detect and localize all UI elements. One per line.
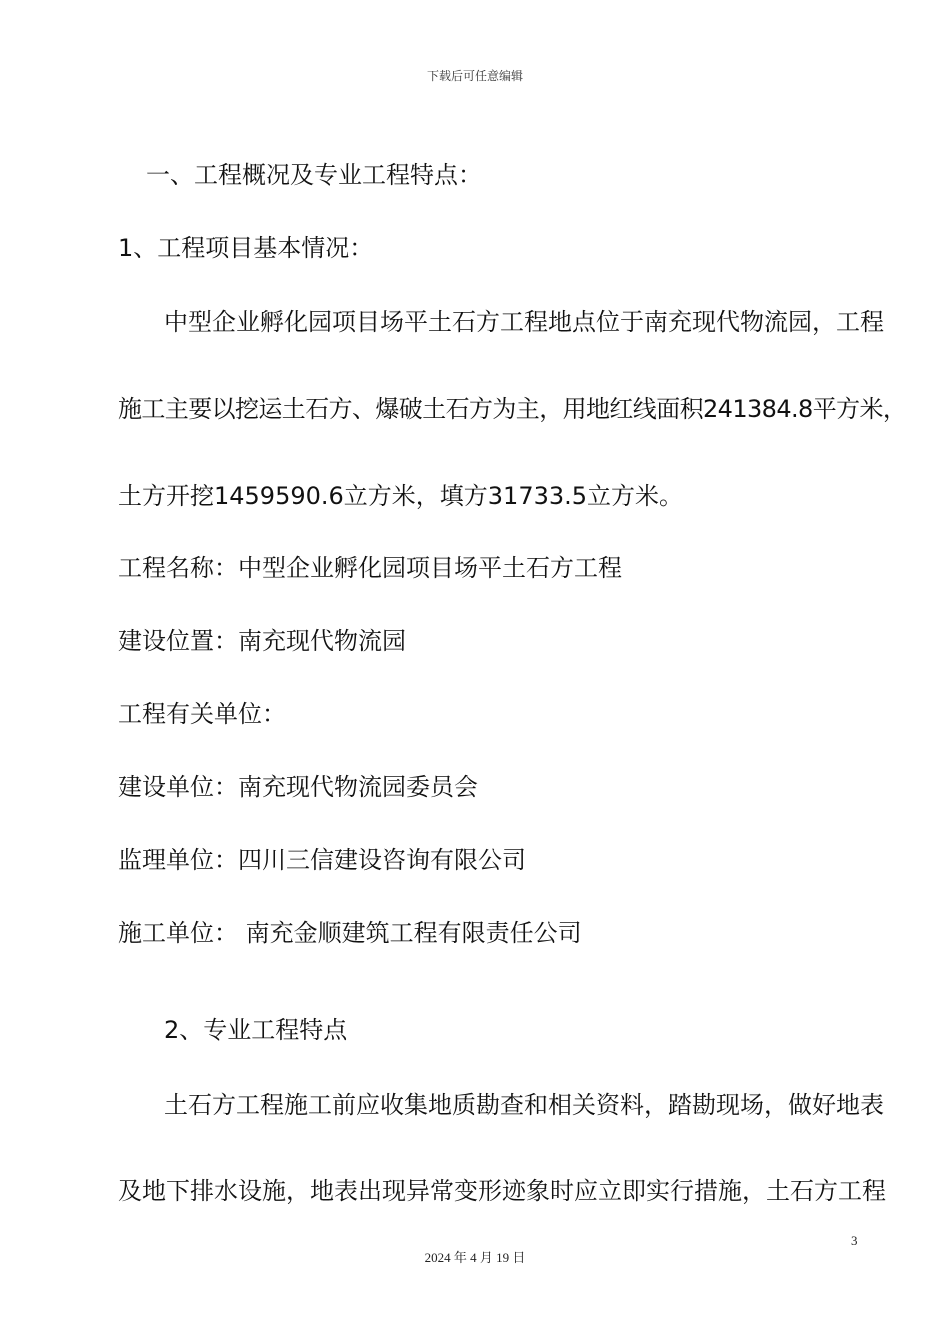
page-number: 3: [851, 1233, 858, 1248]
section-title: 一、工程概况及专业工程特点：: [146, 161, 482, 189]
related-units-title: 工程有关单位：: [118, 700, 286, 728]
page-header: 下载后可任意编辑: [426, 69, 523, 83]
footer-date: 2024 年 4 月 19 日: [424, 1250, 526, 1265]
contractor-unit: 施工单位： 南充金顺建筑工程有限责任公司: [118, 919, 582, 947]
subsection-title-1: 1、工程项目基本情况：: [118, 234, 374, 262]
supervisor-unit: 监理单位：四川三信建设咨询有限公司: [118, 846, 526, 874]
paragraph-1-line-1: 中型企业孵化园项目场平土石方工程地点位于南充现代物流园，工程: [164, 308, 884, 336]
construction-location: 建设位置：南充现代物流园: [118, 627, 406, 655]
paragraph-1-line-2: 施工主要以挖运土石方、爆破土石方为主，用地红线面积241384.8平方米，: [118, 395, 907, 423]
owner-unit: 建设单位：南充现代物流园委员会: [118, 773, 478, 801]
project-name: 工程名称：中型企业孵化园项目场平土石方工程: [118, 554, 622, 582]
paragraph-2-line-1: 土石方工程施工前应收集地质勘查和相关资料，踏勘现场，做好地表: [164, 1091, 884, 1119]
paragraph-2-line-2: 及地下排水设施，地表出现异常变形迹象时应立即实行措施，土石方工程: [118, 1177, 886, 1205]
paragraph-1-line-3: 土方开挖1459590.6立方米，填方31733.5立方米。: [118, 482, 684, 510]
subsection-title-2: 2、专业工程特点: [164, 1016, 348, 1044]
